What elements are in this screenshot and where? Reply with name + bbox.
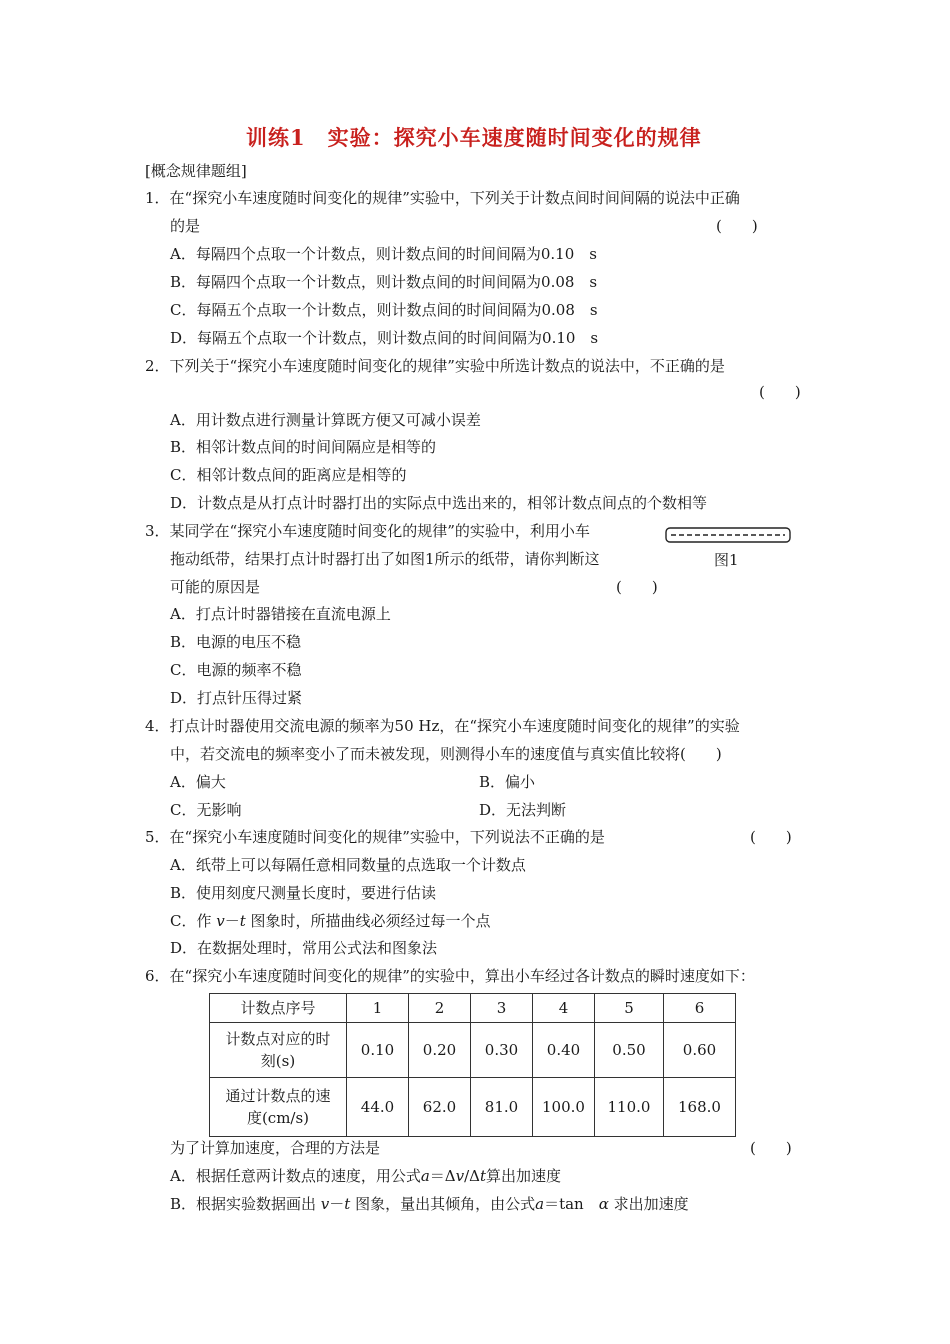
q1-option-c: C．每隔五个点取一个计数点，则计数点间的时间间隔为0.08 s	[170, 301, 598, 319]
table-cell: 110.0	[595, 1078, 664, 1137]
table-header-cell: 通过计数点的速 度(cm/s)	[210, 1078, 347, 1137]
table-header-cell: 计数点对应的时 刻(s)	[210, 1023, 347, 1078]
q1-stem-line1: 1．在“探究小车速度随时间变化的规律”实验中，下列关于计数点间时间间隔的说法中正确	[145, 189, 740, 207]
q4-option-b: B．偏小	[479, 773, 536, 791]
q1-option-b: B．每隔四个点取一个计数点，则计数点间的时间间隔为0.08 s	[170, 273, 598, 291]
section-label: [概念规律题组]	[145, 162, 247, 180]
table-cell: 5	[595, 994, 664, 1023]
q5-option-c: C．作 v－t 图象时，所描曲线必须经过每一个点	[170, 912, 491, 930]
q5-stem-line1: 5．在“探究小车速度随时间变化的规律”实验中，下列说法不正确的是	[145, 828, 605, 846]
q2-answer-blank: ( )	[759, 383, 801, 401]
q3-option-a: A．打点计时器错接在直流电源上	[170, 605, 391, 623]
table-row	[210, 1078, 736, 1137]
table-cell: 0.10	[347, 1023, 409, 1078]
table-cell: 100.0	[533, 1078, 595, 1137]
q2-option-d: D．计数点是从打点计时器打出的实际点中选出来的，相邻计数点间点的个数相等	[170, 494, 708, 512]
q4-stem-line1: 4．打点计时器使用交流电源的频率为50 Hz，在“探究小车速度随时间变化的规律”的实验	[145, 717, 740, 735]
q3-option-b: B．电源的电压不稳	[170, 633, 302, 651]
table-cell: 1	[347, 994, 409, 1023]
q3-stem-line3: 可能的原因是	[170, 578, 261, 596]
q5-option-b: B．使用刻度尺测量长度时，要进行估读	[170, 884, 437, 902]
q4-option-d: D．无法判断	[479, 801, 567, 819]
q3-stem-line1: 3．某同学在“探究小车速度随时间变化的规律”的实验中，利用小车	[145, 522, 590, 540]
table-row	[210, 1023, 736, 1078]
q1-option-d: D．每隔五个点取一个计数点，则计数点间的时间间隔为0.10 s	[170, 329, 599, 347]
q5-answer-blank: ( )	[750, 828, 792, 846]
q4-option-c: C．无影响	[170, 801, 242, 819]
speed-data-table	[209, 993, 736, 1137]
table-cell: 3	[471, 994, 533, 1023]
table-cell: 4	[533, 994, 595, 1023]
q5-option-a: A．纸带上可以每隔任意相同数量的点选取一个计数点	[170, 856, 526, 874]
q2-option-c: C．相邻计数点间的距离应是相等的	[170, 466, 407, 484]
table-header-cell: 计数点序号	[210, 994, 347, 1023]
q3-stem-line2: 拖动纸带，结果打点计时器打出了如图1所示的纸带，请你判断这	[170, 550, 600, 568]
table-cell: 62.0	[409, 1078, 471, 1137]
table-cell: 0.40	[533, 1023, 595, 1078]
q2-option-b: B．相邻计数点间的时间间隔应是相等的	[170, 438, 437, 456]
paper-tape-figure	[664, 525, 792, 545]
q2-option-a: A．用计数点进行测量计算既方便又可减小误差	[170, 411, 481, 429]
q3-option-d: D．打点针压得过紧	[170, 689, 303, 707]
table-cell: 81.0	[471, 1078, 533, 1137]
figure-1-label: 图1	[714, 551, 739, 569]
q6-stem-line1: 6．在“探究小车速度随时间变化的规律”的实验中，算出小车经过各计数点的瞬时速度如下：	[145, 967, 755, 985]
table-row	[210, 994, 736, 1023]
q1-answer-blank: ( )	[716, 217, 758, 235]
table-cell: 44.0	[347, 1078, 409, 1137]
q3-answer-blank: ( )	[616, 578, 658, 596]
page-title: 训练1 实验：探究小车速度随时间变化的规律	[246, 125, 702, 150]
table-cell: 168.0	[664, 1078, 736, 1137]
q6-option-a: A．根据任意两计数点的速度，用公式a＝Δv/Δt算出加速度	[170, 1167, 562, 1185]
q6-after-table: 为了计算加速度，合理的方法是	[170, 1139, 381, 1157]
q1-option-a: A．每隔四个点取一个计数点，则计数点间的时间间隔为0.10 s	[170, 245, 597, 263]
q3-option-c: C．电源的频率不稳	[170, 661, 302, 679]
q6-answer-blank: ( )	[750, 1139, 792, 1157]
q4-stem-line2: 中，若交流电的频率变小了而未被发现，则测得小车的速度值与真实值比较将( )	[170, 745, 722, 763]
table-cell: 0.60	[664, 1023, 736, 1078]
table-cell: 0.20	[409, 1023, 471, 1078]
table-cell: 0.50	[595, 1023, 664, 1078]
q2-stem-line1: 2．下列关于“探究小车速度随时间变化的规律”实验中所选计数点的说法中，不正确的是	[145, 357, 725, 375]
q1-stem-line2: 的是	[170, 217, 201, 235]
q5-option-d: D．在数据处理时，常用公式法和图象法	[170, 939, 438, 957]
q4-option-a: A．偏大	[170, 773, 226, 791]
q6-option-b: B．根据实验数据画出 v－t 图象，量出其倾角，由公式a＝tan α 求出加速度	[170, 1195, 689, 1213]
table-cell: 6	[664, 994, 736, 1023]
table-cell: 0.30	[471, 1023, 533, 1078]
table-cell: 2	[409, 994, 471, 1023]
